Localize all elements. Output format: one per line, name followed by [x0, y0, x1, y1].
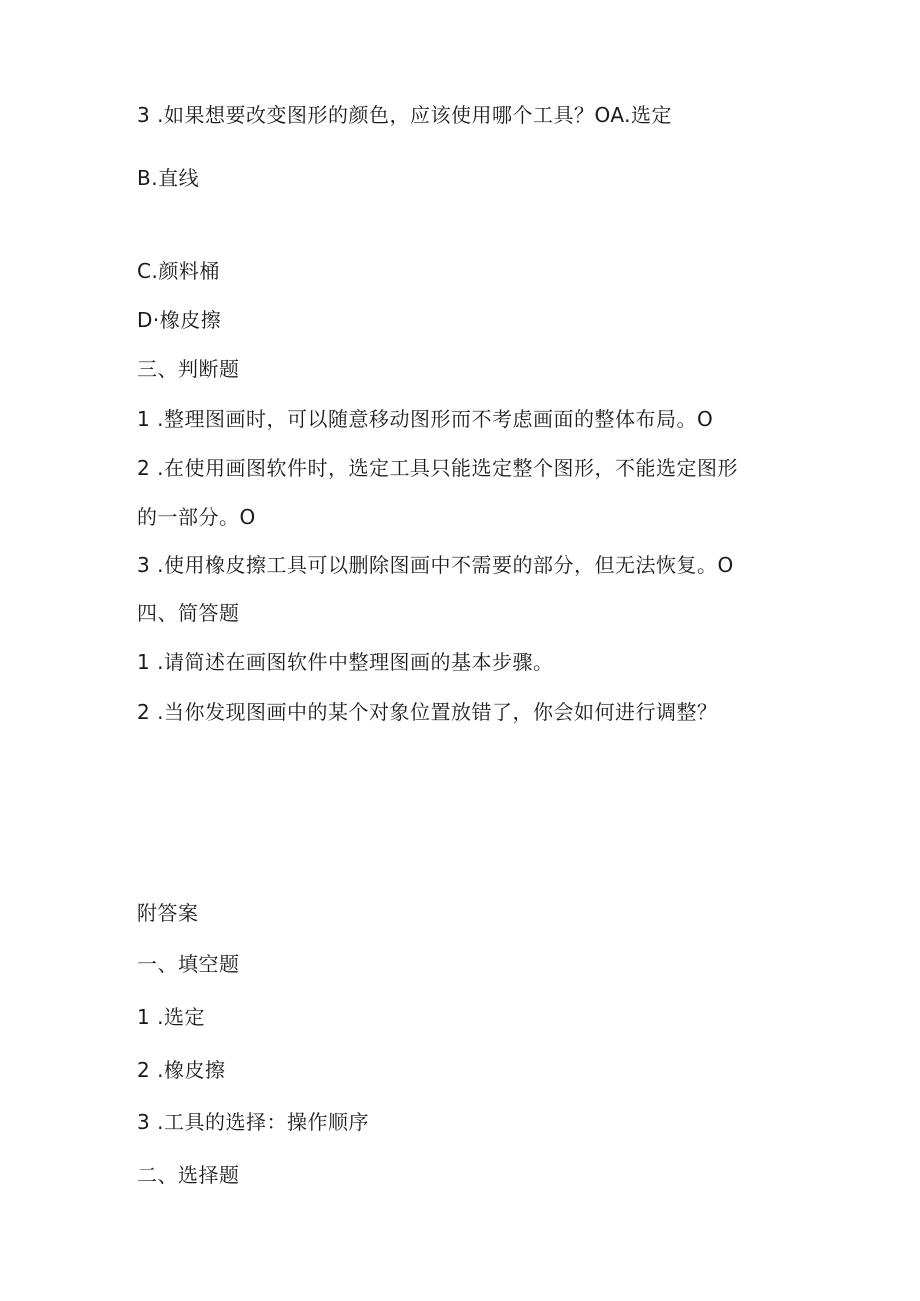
- fill-in-answer-1: 1 .选定: [137, 1005, 205, 1029]
- answer-key-heading: 附答案: [137, 901, 199, 925]
- judgement-question-2-continued: 的一部分。O: [137, 505, 256, 529]
- judgement-question-1: 1 .整理图画时，可以随意移动图形而不考虑画面的整体布局。O: [137, 407, 714, 431]
- fill-in-answer-3: 3 .工具的选择：操作顺序: [137, 1110, 369, 1134]
- section-heading-judgement: 三、判断题: [137, 357, 240, 381]
- question-3-with-option-a: 3 .如果想要改变图形的颜色，应该使用哪个工具？OA.选定: [137, 103, 673, 127]
- section-heading-short-answer: 四、简答题: [137, 601, 240, 625]
- judgement-question-3: 3 .使用橡皮擦工具可以删除图画中不需要的部分，但无法恢复。O: [137, 553, 734, 577]
- option-c: C.颜料桶: [137, 259, 220, 283]
- option-d: D·橡皮擦: [137, 308, 222, 332]
- short-answer-question-2: 2 .当你发现图画中的某个对象位置放错了，你会如何进行调整？: [137, 700, 718, 724]
- option-b: B.直线: [137, 166, 200, 190]
- fill-in-answer-2: 2 .橡皮擦: [137, 1058, 226, 1082]
- judgement-question-2: 2 .在使用画图软件时，选定工具只能选定整个图形，不能选定图形: [137, 456, 738, 480]
- answer-section-multiple-choice: 二、选择题: [137, 1163, 240, 1187]
- answer-section-fill-in: 一、填空题: [137, 952, 240, 976]
- short-answer-question-1: 1 .请简述在画图软件中整理图画的基本步骤。: [137, 650, 554, 674]
